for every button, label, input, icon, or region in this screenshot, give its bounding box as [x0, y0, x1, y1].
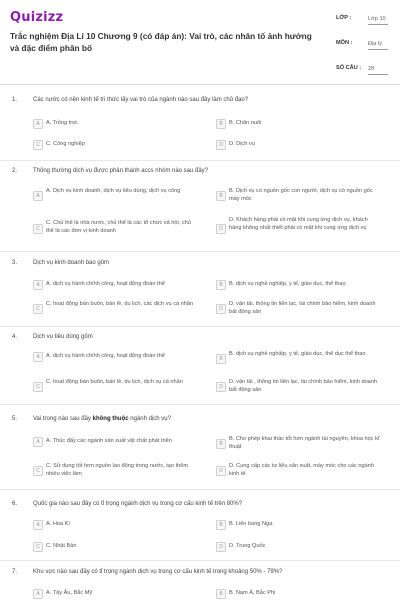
question-number: 1. — [12, 97, 18, 103]
question-number: 2. — [12, 168, 18, 174]
option-letter-box: D — [216, 466, 226, 476]
question-divider — [0, 560, 400, 561]
option-letter-box: B — [216, 520, 226, 530]
option-letter-box: C — [33, 224, 43, 234]
option-letter-box: A — [33, 119, 43, 129]
option-letter-box: A — [33, 280, 43, 290]
option-letter-box: B — [216, 280, 226, 290]
header-divider — [0, 84, 400, 85]
question-text-part: ngành dịch vụ? — [128, 416, 171, 422]
question-emphasis: không thuộc — [92, 416, 129, 422]
option-letter-box: D — [216, 542, 226, 552]
option-text: C. Nhật Bản — [46, 543, 77, 549]
question-text: Các nước có nền kinh tế tri thức lấy vai trò của ngành nào sau đây làm chủ đạo? — [33, 97, 249, 103]
question-text: Khu vực nào sau đây có tỉ trọng ngành dịch vụ trong cơ cấu kinh tế trong khoảng 50% - 79%? — [33, 569, 283, 575]
option-text: A. dịch vụ hành chính công, hoạt động đoàn thể — [46, 281, 165, 287]
option-letter-box: B — [216, 439, 226, 449]
option-text: A. Tây Âu, Bắc Mỹ — [46, 590, 93, 596]
question-divider — [0, 489, 400, 490]
option-text: A. dịch vụ hành chính công, hoạt động đoàn thể — [46, 353, 165, 359]
option-letter-box: D — [216, 224, 226, 234]
option-text: A. Thúc đẩy các ngành sản xuất vật chất phát triển — [46, 438, 172, 444]
question-divider — [0, 160, 400, 161]
question-divider — [0, 326, 400, 327]
question-text — [33, 416, 383, 422]
subject-value: Địa lý — [368, 40, 388, 50]
option-text: C. hoạt động bán buôn, bán lẻ, du lịch, dịch vụ cá nhân — [46, 379, 183, 385]
option-text: B. Nam Á, Bắc Phi — [229, 590, 276, 596]
option-text: D. vận tải , thông tin liên lạc, tài chính bảo hiểm, kinh doanh bất động sản — [229, 379, 378, 393]
option-text: C. Sử dụng tốt hơn nguồn lao động trong nước, tạo thêm nhiều việc làm — [46, 463, 189, 477]
option-text: D. Khách hàng phải có mặt khi cung ứng dịch vụ, khách hàng không nhất thiết phải có mặt khi cung ứng dịch vụ — [229, 217, 368, 231]
option-letter-box: A — [33, 520, 43, 530]
option-letter-box: A — [33, 589, 43, 599]
option-letter-box: B — [216, 354, 226, 364]
question-text-part: Vai trong nào sau đây — [33, 416, 93, 422]
option-text: D. Trung Quốc — [229, 543, 266, 549]
worksheet-title: Trắc nghiệm Địa Lí 10 Chương 9 (có đáp án): Vai trò, các nhân tố ảnh hưởng và đặc điểm phân bố — [10, 31, 312, 53]
option-text: D. vận tải, thông tin liên lạc, tài chính bảo hiểm, kinh doanh bất động sản — [229, 301, 376, 315]
quizizz-logo: Quizizz — [10, 10, 64, 25]
question-divider — [0, 404, 400, 405]
question-text: Dịch vụ kinh doanh bao gồm — [33, 260, 110, 266]
option-text: A. Hoa Kì — [46, 521, 70, 527]
option-letter-box: A — [33, 352, 43, 362]
option-text: A. Dịch vụ kinh doanh, dịch vụ tiêu dùng, dịch vụ công — [46, 188, 181, 194]
option-letter-box: B — [216, 119, 226, 129]
question-number: 5. — [12, 416, 18, 422]
option-text: B. dịch vụ nghề nghiệp, y tế, giáo dục, thể thao — [229, 281, 346, 287]
option-letter-box: C — [33, 466, 43, 476]
option-letter-box: C — [33, 382, 43, 392]
question-number: 6. — [12, 501, 18, 507]
option-letter-box: C — [33, 304, 43, 314]
option-text: B. dịch vụ nghề nghiệp, y tế, giáo dục, thể dục thể thao — [229, 351, 366, 357]
question-number: 3. — [12, 260, 18, 266]
option-letter-box: A — [33, 191, 43, 201]
option-text: C. Chủ thể là nhà nước, chủ thể là các tổ chức xã hội, chủ thể là các đơn vị kinh doanh — [46, 220, 191, 234]
option-letter-box: D — [216, 304, 226, 314]
option-text: B. Liên bang Nga. — [229, 521, 274, 527]
option-letter-box: C — [33, 140, 43, 150]
option-letter-box: D — [216, 140, 226, 150]
question-text: Quốc gia nào sau đây có tỉ trọng ngành dịch vụ trong cơ cấu kinh tế trên 80%? — [33, 501, 243, 507]
option-letter-box: C — [33, 542, 43, 552]
option-letter-box: B — [216, 589, 226, 599]
count-value: 28 — [368, 65, 388, 75]
question-number: 7. — [12, 569, 18, 575]
class-label: LỚP : — [336, 15, 352, 21]
question-number: 4. — [12, 334, 18, 340]
option-text: D. Cung cấp các tư liệu sản xuất, máy móc cho các ngành kinh tế — [229, 463, 374, 477]
question-divider — [0, 251, 400, 252]
option-letter-box: A — [33, 437, 43, 447]
question-text: Thông thường dịch vụ được phân thành accs nhóm nào sau đây? — [33, 168, 209, 174]
count-label: SỐ CÂU : — [336, 65, 362, 71]
class-value: Lớp 10 — [368, 15, 388, 25]
option-text: A. Trồng trọt. — [46, 120, 79, 126]
option-text: B. Cho phép khai thác tốt hơn ngành tài nguyên, khoa học kĩ thuật — [229, 436, 380, 450]
option-text: B. Chăn nuôi — [229, 120, 262, 126]
subject-label: MÔN : — [336, 40, 353, 46]
option-text: D. Dịch vụ — [229, 141, 255, 147]
question-text: Dịch vụ tiêu dùng gồm — [33, 334, 93, 340]
option-text: B. Dịch vụ có nguồn gốc con người, dịch vụ có nguồn gốc máy móc — [229, 188, 373, 202]
option-text: C. hoạt động bán buôn, bán lẻ, du lịch, các dịch vụ cá nhân — [46, 301, 194, 307]
option-text: C. Công nghiệp — [46, 141, 85, 147]
option-letter-box: D — [216, 382, 226, 392]
option-letter-box: B — [216, 191, 226, 201]
